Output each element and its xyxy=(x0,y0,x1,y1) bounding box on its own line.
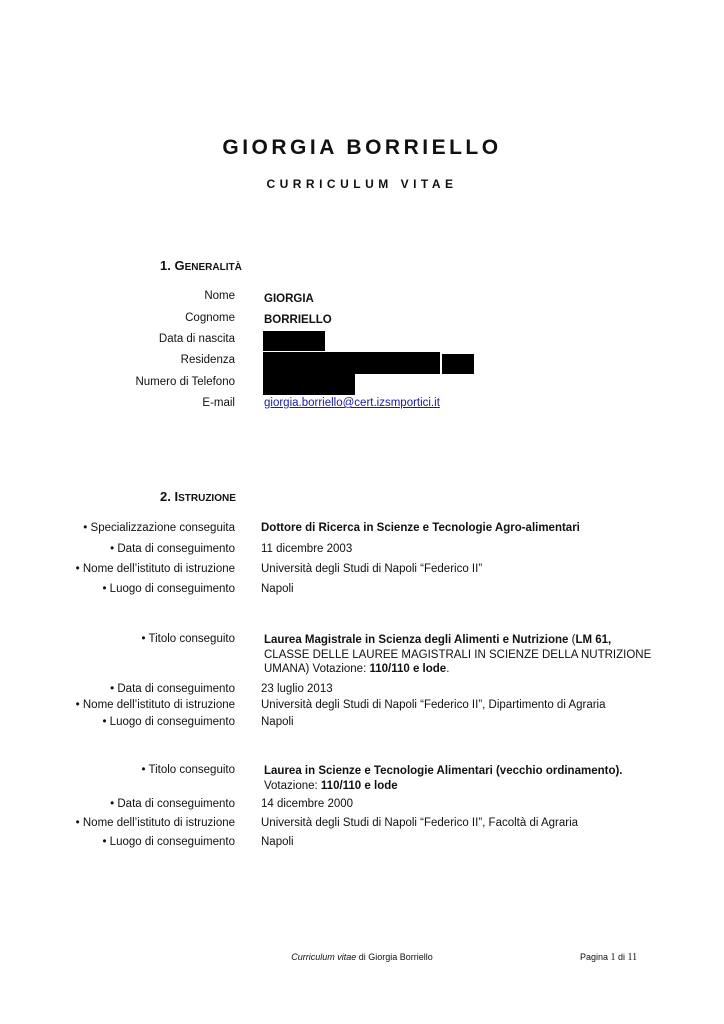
titolo-rest: CLASSE DELLE LAUREE MAGISTRALI IN SCIENZE DELLA NUTRIZIONE UMANA) Votazione: xyxy=(264,648,652,675)
istituto-value: Università degli Studi di Napoli “Federico II”, Dipartimento di Agraria xyxy=(261,699,606,711)
data-conseguimento-label: • Data di conseguimento xyxy=(110,798,235,810)
titolo-value xyxy=(264,633,656,677)
titolo-label: • Titolo conseguito xyxy=(141,633,235,645)
titolo-class-code: LM 61, xyxy=(575,634,612,646)
cv-name-title: GIORGIA BORRIELLO xyxy=(222,136,502,159)
section-heading-istruzione xyxy=(160,489,236,504)
section-number: 2. xyxy=(160,489,171,504)
specializzazione-value: Dottore di Ricerca in Scienze e Tecnologie Agro-alimentari xyxy=(261,522,580,534)
votazione-value: 110/110 e lode xyxy=(369,663,447,675)
section-title-rest: ENERALITÀ xyxy=(184,262,242,273)
cognome-value: BORRIELLO xyxy=(264,314,332,326)
titolo-label: • Titolo conseguito xyxy=(141,764,235,776)
section-heading-generalita xyxy=(160,258,242,273)
titolo-value xyxy=(264,764,656,793)
luogo-value: Napoli xyxy=(261,836,294,848)
page-total: 11 xyxy=(627,952,638,963)
nome-label: Nome xyxy=(204,290,235,302)
residenza-label: Residenza xyxy=(180,354,235,366)
data-conseguimento-label: • Data di conseguimento xyxy=(110,543,235,555)
email-link[interactable]: giorgia.borriello@cert.izsmportici.it xyxy=(264,397,440,409)
titolo-paren: ( xyxy=(568,634,576,646)
titolo-rest: Votazione: xyxy=(264,779,321,792)
data-conseguimento-value: 14 dicembre 2000 xyxy=(261,798,354,810)
istituto-label: • Nome dell’istituto di istruzione xyxy=(75,817,235,829)
page-current: 1 xyxy=(610,952,616,963)
luogo-label: • Luogo di conseguimento xyxy=(102,716,235,728)
titolo-bold: Laurea Magistrale in Scienza degli Alimenti e Nutrizione xyxy=(264,634,569,646)
titolo-end: . xyxy=(446,663,450,675)
votazione-value: 110/110 e lode xyxy=(320,779,398,792)
luogo-label: • Luogo di conseguimento xyxy=(102,583,235,595)
luogo-value: Napoli xyxy=(261,716,294,728)
page-word: Pagina xyxy=(580,952,611,962)
istituto-value: Università degli Studi di Napoli “Federico II” xyxy=(261,563,483,575)
section-title-initial: G xyxy=(174,258,185,273)
section-number: 1. xyxy=(160,258,171,273)
page-of: di xyxy=(615,952,628,962)
footer-cv-rest: di Giorgia Borriello xyxy=(356,952,433,962)
data-nascita-label: Data di nascita xyxy=(158,333,235,345)
luogo-value: Napoli xyxy=(261,583,294,595)
istituto-label: • Nome dell’istituto di istruzione xyxy=(75,563,235,575)
redaction-box xyxy=(263,331,325,351)
footer-page-number xyxy=(580,952,637,963)
luogo-label: • Luogo di conseguimento xyxy=(102,836,235,848)
email-label: E-mail xyxy=(202,397,235,409)
specializzazione-label: • Specializzazione conseguita xyxy=(83,522,235,534)
cognome-label: Cognome xyxy=(185,312,235,324)
cv-subtitle: CURRICULUM VITAE xyxy=(266,177,458,191)
redaction-box xyxy=(263,352,440,374)
data-conseguimento-label: • Data di conseguimento xyxy=(110,683,235,695)
section-title-rest: STRUZIONE xyxy=(178,493,236,504)
section-title-initial: I xyxy=(174,489,179,504)
istituto-label: • Nome dell’istituto di istruzione xyxy=(75,699,235,711)
redaction-box xyxy=(442,354,474,374)
redaction-box xyxy=(263,373,355,395)
telefono-label: Numero di Telefono xyxy=(135,376,235,388)
nome-value: GIORGIA xyxy=(264,293,314,305)
data-conseguimento-value: 11 dicembre 2003 xyxy=(261,543,353,555)
titolo-bold: Laurea in Scienze e Tecnologie Alimentari (vecchio ordinamento). xyxy=(264,765,623,777)
data-conseguimento-value: 23 luglio 2013 xyxy=(261,683,333,695)
footer-cv-italic: Curriculum vitae xyxy=(291,952,357,962)
istituto-value: Università degli Studi di Napoli “Federico II”, Facoltà di Agraria xyxy=(261,817,579,829)
